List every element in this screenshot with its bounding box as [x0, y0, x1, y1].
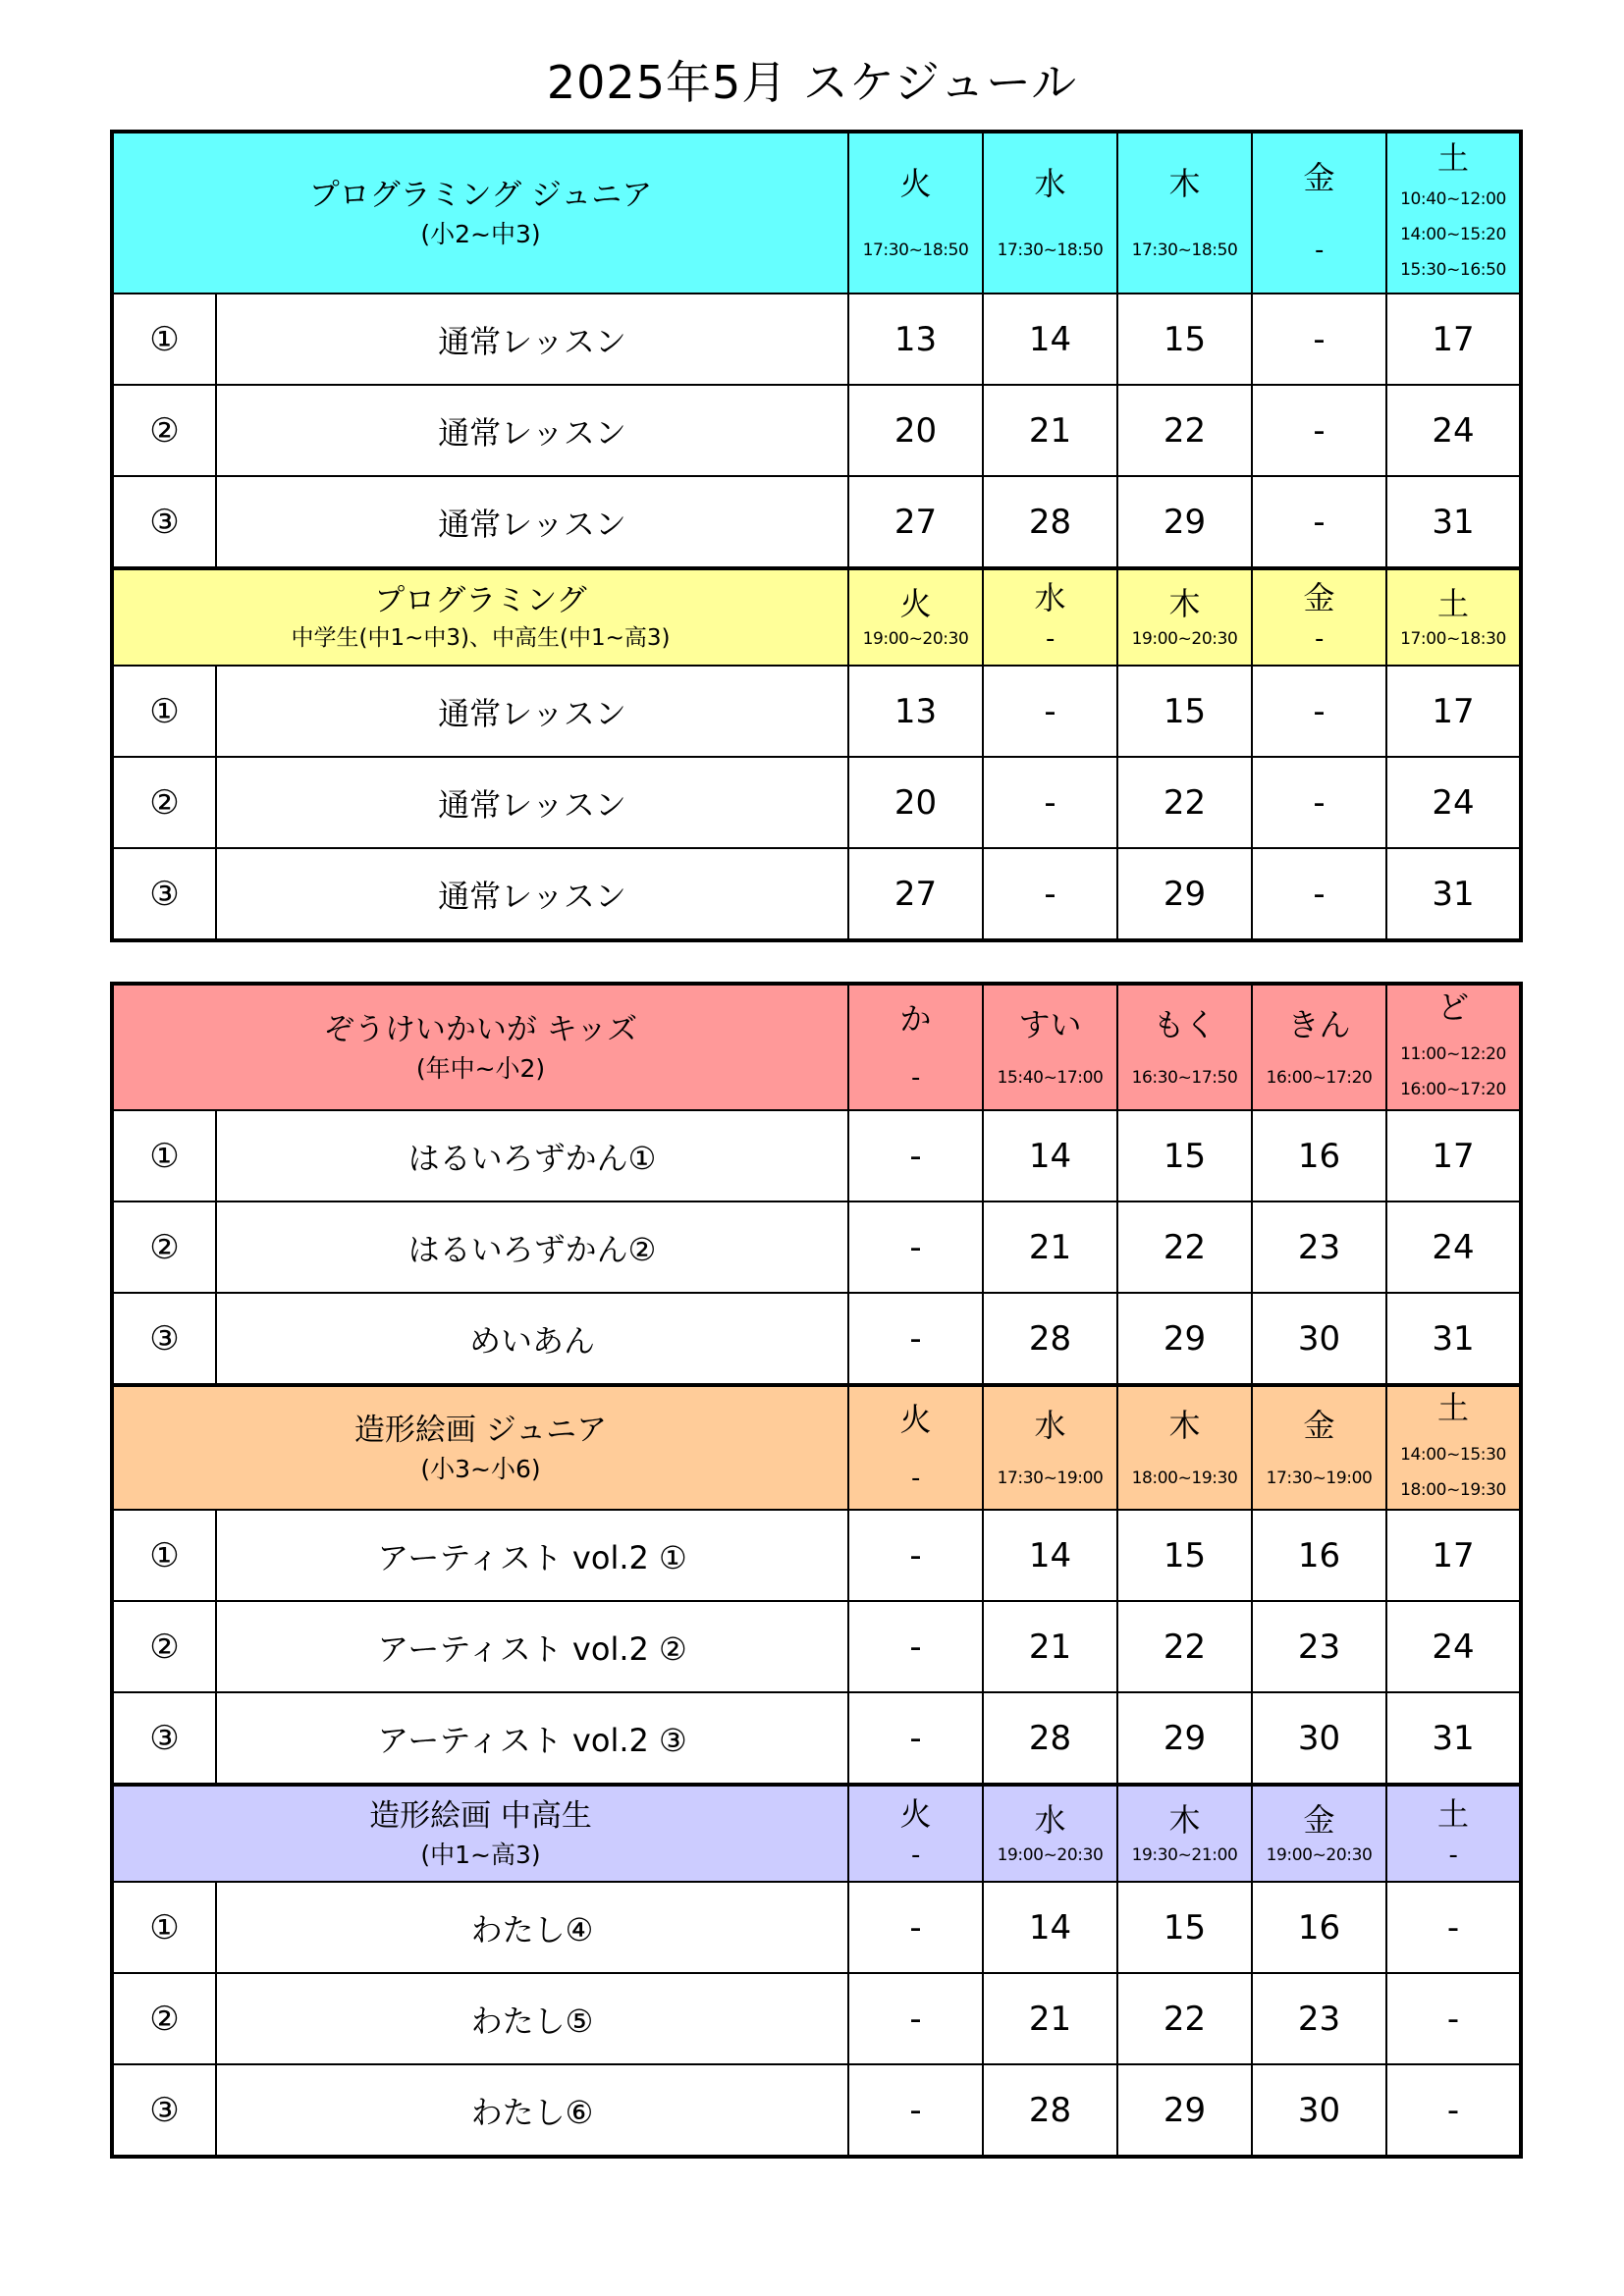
table-row [112, 1201, 1521, 1293]
day-label: ど [1437, 988, 1470, 1026]
time-slot: 19:30~21:00 [1131, 1845, 1238, 1866]
day-label: 金 [1303, 158, 1335, 196]
time-slot: 16:00~17:20 [1400, 1079, 1506, 1099]
schedule-table-zoukei [110, 982, 1523, 2159]
lesson-date: - [1252, 757, 1386, 848]
row-number: ② [112, 1201, 216, 1293]
no-class-mark: - [1315, 236, 1324, 266]
day-label: 火 [899, 1794, 932, 1833]
day-header-cell [1386, 132, 1521, 294]
lesson-date: - [1386, 1973, 1521, 2064]
lesson-date: 22 [1117, 1601, 1252, 1692]
lesson-date: 23 [1252, 1973, 1386, 2064]
section-name-cell [112, 1785, 848, 1882]
day-header-cell [1252, 1785, 1386, 1882]
lesson-date: - [983, 666, 1117, 757]
day-label: すい [1018, 1005, 1082, 1043]
section-name-cell [112, 132, 848, 294]
day-label: 水 [1034, 578, 1066, 616]
no-class-mark: - [911, 1841, 920, 1871]
lesson-date: 29 [1117, 1293, 1252, 1385]
row-number: ③ [112, 1293, 216, 1385]
day-header-cell [983, 1785, 1117, 1882]
lesson-date: 16 [1252, 1510, 1386, 1601]
lesson-name: アーティスト vol.2 ② [216, 1601, 848, 1692]
lesson-date: 15 [1117, 1110, 1252, 1201]
day-label: 金 [1303, 1406, 1335, 1444]
lesson-date: - [1252, 385, 1386, 476]
lesson-date: - [848, 2064, 983, 2157]
time-slot: 17:30~18:50 [997, 240, 1104, 261]
day-header-cell [983, 1385, 1117, 1510]
lesson-date: 21 [983, 1973, 1117, 2064]
lesson-name: 通常レッスン [216, 757, 848, 848]
lesson-date: - [1386, 2064, 1521, 2157]
lesson-date: 31 [1386, 1293, 1521, 1385]
lesson-date: 28 [983, 1293, 1117, 1385]
time-slot: 14:00~15:20 [1400, 224, 1506, 244]
section-name-cell [112, 568, 848, 666]
lesson-date: 20 [848, 385, 983, 476]
day-label: 木 [1168, 584, 1201, 622]
lesson-date: - [848, 1601, 983, 1692]
time-slot: 19:00~20:30 [1131, 629, 1238, 650]
table-row [112, 1293, 1521, 1385]
lesson-name: 通常レッスン [216, 848, 848, 940]
time-slot: 10:40~12:00 [1400, 189, 1506, 210]
day-label: か [899, 999, 932, 1038]
lesson-date: 24 [1386, 385, 1521, 476]
lesson-date: - [848, 1201, 983, 1293]
day-header-cell [848, 568, 983, 666]
section-name: プログラミング [374, 583, 587, 619]
day-label: 火 [899, 1400, 932, 1438]
table-row [112, 666, 1521, 757]
lesson-date: 27 [848, 848, 983, 940]
time-slot: 18:00~19:30 [1131, 1468, 1238, 1489]
section-header-zoukei_kids [112, 984, 1521, 1110]
no-class-mark: - [1315, 624, 1324, 655]
day-label: 火 [899, 164, 932, 202]
day-header-cell [1252, 1385, 1386, 1510]
section-subtitle: 中学生(中1~中3)、中高生(中1~高3) [291, 625, 671, 651]
day-header-cell [1386, 568, 1521, 666]
lesson-date: 22 [1117, 385, 1252, 476]
time-slot: 11:00~12:20 [1400, 1044, 1506, 1065]
lesson-date: 16 [1252, 1110, 1386, 1201]
lesson-date: 17 [1386, 1110, 1521, 1201]
day-header-cell [983, 568, 1117, 666]
day-header-cell [1117, 568, 1252, 666]
row-number: ① [112, 666, 216, 757]
lesson-date: 28 [983, 2064, 1117, 2157]
day-label: もく [1153, 1005, 1217, 1043]
lesson-date: 17 [1386, 666, 1521, 757]
lesson-date: 29 [1117, 476, 1252, 568]
table-row [112, 1692, 1521, 1785]
lesson-date: 29 [1117, 848, 1252, 940]
table-row [112, 1601, 1521, 1692]
day-header-cell [1117, 132, 1252, 294]
day-label: 水 [1034, 1800, 1066, 1839]
day-label: 金 [1303, 1800, 1335, 1839]
no-class-mark: - [911, 1063, 920, 1094]
lesson-date: 29 [1117, 2064, 1252, 2157]
lesson-date: 21 [983, 385, 1117, 476]
table-row [112, 1110, 1521, 1201]
lesson-date: 17 [1386, 294, 1521, 385]
page-title: 2025年5月 スケジュール [546, 56, 1078, 109]
section-name: 造形絵画 ジュニア [353, 1413, 608, 1448]
time-slot: 19:00~20:30 [997, 1845, 1104, 1866]
day-header-cell [848, 984, 983, 1110]
lesson-date: - [848, 1110, 983, 1201]
time-slot: 17:30~19:00 [1266, 1468, 1373, 1489]
day-header-cell [1117, 1385, 1252, 1510]
time-slot: 15:40~17:00 [997, 1068, 1104, 1089]
lesson-date: 16 [1252, 1882, 1386, 1973]
lesson-date: 15 [1117, 1510, 1252, 1601]
day-label: 木 [1168, 164, 1201, 202]
lesson-date: 28 [983, 1692, 1117, 1785]
table-row [112, 1510, 1521, 1601]
lesson-date: 14 [983, 294, 1117, 385]
row-number: ② [112, 757, 216, 848]
lesson-date: 22 [1117, 1201, 1252, 1293]
day-label: 木 [1168, 1800, 1201, 1839]
row-number: ① [112, 294, 216, 385]
day-label: 土 [1437, 1794, 1470, 1833]
lesson-date: 20 [848, 757, 983, 848]
lesson-name: わたし⑤ [216, 1973, 848, 2064]
lesson-name: 通常レッスン [216, 385, 848, 476]
day-label: 木 [1168, 1406, 1201, 1444]
lesson-date: 17 [1386, 1510, 1521, 1601]
lesson-name: はるいろずかん② [216, 1201, 848, 1293]
day-label: 火 [899, 584, 932, 622]
lesson-date: - [1252, 666, 1386, 757]
lesson-date: - [1252, 848, 1386, 940]
section-name-cell [112, 984, 848, 1110]
lesson-date: - [848, 1973, 983, 2064]
lesson-date: - [848, 1882, 983, 1973]
no-class-mark: - [911, 1464, 920, 1494]
lesson-date: 23 [1252, 1201, 1386, 1293]
schedule-table-programming [110, 130, 1523, 942]
row-number: ② [112, 385, 216, 476]
day-label: きん [1287, 1005, 1351, 1043]
row-number: ③ [112, 2064, 216, 2157]
day-header-cell [1386, 1785, 1521, 1882]
row-number: ① [112, 1882, 216, 1973]
table-row [112, 1882, 1521, 1973]
lesson-date: - [1252, 476, 1386, 568]
lesson-date: 31 [1386, 848, 1521, 940]
table-row [112, 848, 1521, 940]
lesson-date: 30 [1252, 2064, 1386, 2157]
lesson-date: 13 [848, 294, 983, 385]
day-label: 金 [1303, 578, 1335, 616]
time-slot: 17:30~18:50 [1131, 240, 1238, 261]
lesson-date: 21 [983, 1201, 1117, 1293]
time-slot: 16:30~17:50 [1131, 1068, 1238, 1089]
lesson-date: - [983, 848, 1117, 940]
time-slot: 19:00~20:30 [1266, 1845, 1373, 1866]
day-header-cell [1252, 132, 1386, 294]
section-name: プログラミング ジュニア [308, 178, 653, 213]
lesson-name: めいあん [216, 1293, 848, 1385]
lesson-date: - [1386, 1882, 1521, 1973]
section-name: 造形絵画 中高生 [369, 1798, 592, 1834]
time-slot: 17:30~19:00 [997, 1468, 1104, 1489]
lesson-date: 31 [1386, 476, 1521, 568]
lesson-name: わたし⑥ [216, 2064, 848, 2157]
lesson-date: 31 [1386, 1692, 1521, 1785]
section-subtitle: (年中~小2) [415, 1053, 546, 1083]
day-header-cell [983, 132, 1117, 294]
day-label: 土 [1436, 138, 1469, 177]
section-subtitle: (小2~中3) [420, 219, 541, 248]
table-row [112, 757, 1521, 848]
lesson-name: 通常レッスン [216, 666, 848, 757]
row-number: ③ [112, 1692, 216, 1785]
lesson-date: 28 [983, 476, 1117, 568]
lesson-name: アーティスト vol.2 ③ [216, 1692, 848, 1785]
lesson-date: 30 [1252, 1293, 1386, 1385]
time-slot: 17:00~18:30 [1400, 629, 1506, 650]
section-header-prog_junior [112, 132, 1521, 294]
table-row [112, 1973, 1521, 2064]
section-header-zoukei_junior [112, 1385, 1521, 1510]
time-slot: 16:00~17:20 [1266, 1068, 1373, 1089]
lesson-date: - [848, 1692, 983, 1785]
day-label: 土 [1436, 584, 1469, 622]
time-slot: 15:30~16:50 [1400, 259, 1506, 280]
lesson-date: 24 [1386, 757, 1521, 848]
lesson-date: 23 [1252, 1601, 1386, 1692]
lesson-date: 14 [983, 1882, 1117, 1973]
table-row [112, 476, 1521, 568]
lesson-date: 14 [983, 1510, 1117, 1601]
lesson-date: 22 [1117, 1973, 1252, 2064]
table-row [112, 294, 1521, 385]
lesson-date: - [848, 1293, 983, 1385]
day-header-cell [848, 1785, 983, 1882]
time-slot: 18:00~19:30 [1400, 1479, 1506, 1500]
day-header-cell [983, 984, 1117, 1110]
day-label: 水 [1034, 164, 1066, 202]
table-row [112, 385, 1521, 476]
row-number: ③ [112, 476, 216, 568]
day-header-cell [1386, 984, 1521, 1110]
day-header-cell [1117, 1785, 1252, 1882]
lesson-name: アーティスト vol.2 ① [216, 1510, 848, 1601]
row-number: ① [112, 1510, 216, 1601]
time-slot: 17:30~18:50 [862, 240, 969, 261]
section-header-zoukei_middle [112, 1785, 1521, 1882]
no-class-mark: - [1448, 1841, 1458, 1871]
section-name: ぞうけいかいが キッズ [323, 1012, 638, 1047]
day-header-cell [1252, 568, 1386, 666]
lesson-date: 15 [1117, 1882, 1252, 1973]
lesson-date: 22 [1117, 757, 1252, 848]
lesson-date: - [1252, 294, 1386, 385]
day-header-cell [1117, 984, 1252, 1110]
time-slot: 19:00~20:30 [862, 629, 969, 650]
day-header-cell [848, 1385, 983, 1510]
lesson-date: 30 [1252, 1692, 1386, 1785]
lesson-name: はるいろずかん① [216, 1110, 848, 1201]
lesson-date: 27 [848, 476, 983, 568]
lesson-date: 24 [1386, 1201, 1521, 1293]
lesson-name: 通常レッスン [216, 476, 848, 568]
lesson-date: 15 [1117, 666, 1252, 757]
lesson-name: わたし④ [216, 1882, 848, 1973]
day-header-cell [848, 132, 983, 294]
row-number: ③ [112, 848, 216, 940]
lesson-date: 29 [1117, 1692, 1252, 1785]
row-number: ② [112, 1973, 216, 2064]
day-label: 土 [1437, 1388, 1470, 1426]
section-subtitle: (小3~小6) [420, 1454, 541, 1483]
row-number: ① [112, 1110, 216, 1201]
time-slot: 14:00~15:30 [1400, 1445, 1506, 1466]
lesson-date: 13 [848, 666, 983, 757]
lesson-date: 21 [983, 1601, 1117, 1692]
lesson-date: 15 [1117, 294, 1252, 385]
day-header-cell [1386, 1385, 1521, 1510]
section-name-cell [112, 1385, 848, 1510]
lesson-date: - [848, 1510, 983, 1601]
lesson-date: 24 [1386, 1601, 1521, 1692]
day-header-cell [1252, 984, 1386, 1110]
lesson-name: 通常レッスン [216, 294, 848, 385]
lesson-date: - [983, 757, 1117, 848]
row-number: ② [112, 1601, 216, 1692]
section-header-prog_middle [112, 568, 1521, 666]
section-subtitle: (中1~高3) [420, 1840, 541, 1869]
no-class-mark: - [1046, 624, 1055, 655]
day-label: 水 [1034, 1406, 1066, 1444]
table-row [112, 2064, 1521, 2157]
lesson-date: 14 [983, 1110, 1117, 1201]
